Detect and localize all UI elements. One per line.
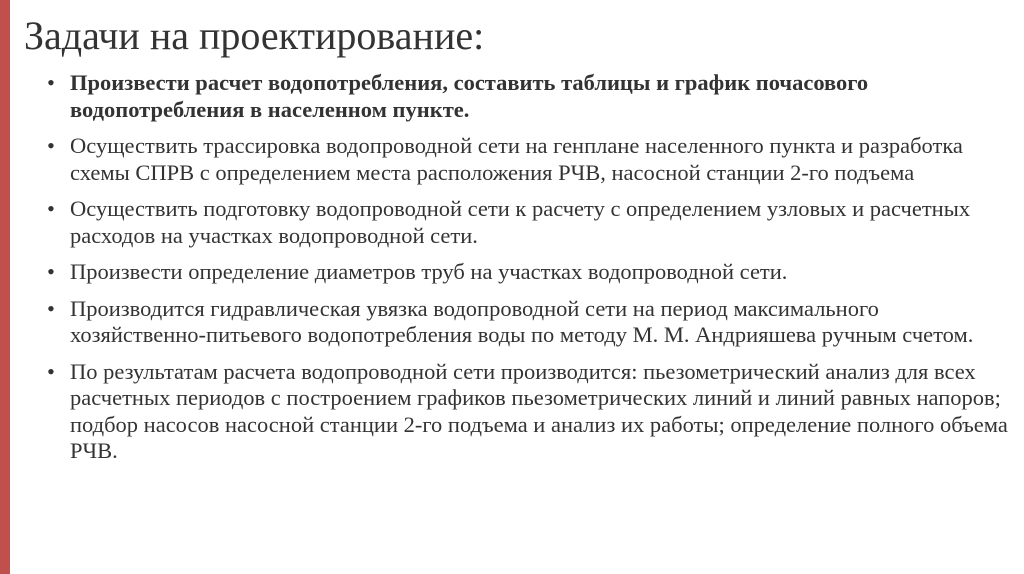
bullet-text: Произвести определение диаметров труб на участках водопроводной сети. (70, 259, 788, 284)
bullet-dot-icon: • (47, 133, 55, 158)
bullet-item (24, 259, 1019, 286)
bullet-item (24, 70, 1019, 123)
bullet-dot-icon: • (47, 70, 55, 95)
slide-title: Задачи на проектирование: (24, 13, 485, 58)
bullet-dot-icon: • (47, 358, 55, 384)
bullet-text: Осуществить трассировка водопроводной сети на генплане населенного пункта и разработка схемы СПРВ с определением места расположения РЧВ, насосной станции 2-го подъема (70, 133, 963, 185)
bullet-text: Производится гидравлическая увязка водопроводной сети на период максимального хозяйственно-питьевого водопотребления воды по методу М. М. Андрияшева ручным счетом. (70, 295, 974, 347)
bullet-item (24, 196, 1019, 249)
slide (24, 0, 1019, 574)
bullet-text: Осуществить подготовку водопроводной сети к расчету с определением узловых и расчетных расходов на участках водопроводной сети. (70, 196, 971, 248)
bullet-dot-icon: • (47, 259, 55, 284)
bullet-text: По результатам расчета водопроводной сети производится: пьезометрический анализ для всех расчетных периодов с построением графиков пьезометрических линий и линий равных напоров; подбор насосов насосной станции 2-го подъема и анализ их работы; определение полного объема РЧВ. (70, 358, 1008, 463)
bullet-item (24, 359, 1019, 465)
bullet-list (24, 70, 1019, 475)
bullet-text: Произвести расчет водопотребления, составить таблицы и график почасового водопотребления в населенном пункте. (70, 70, 869, 122)
bullet-dot-icon: • (47, 196, 55, 221)
bullet-item (24, 133, 1019, 186)
bullet-dot-icon: • (47, 295, 55, 321)
bullet-item (24, 296, 1019, 349)
accent-bar (0, 0, 10, 574)
